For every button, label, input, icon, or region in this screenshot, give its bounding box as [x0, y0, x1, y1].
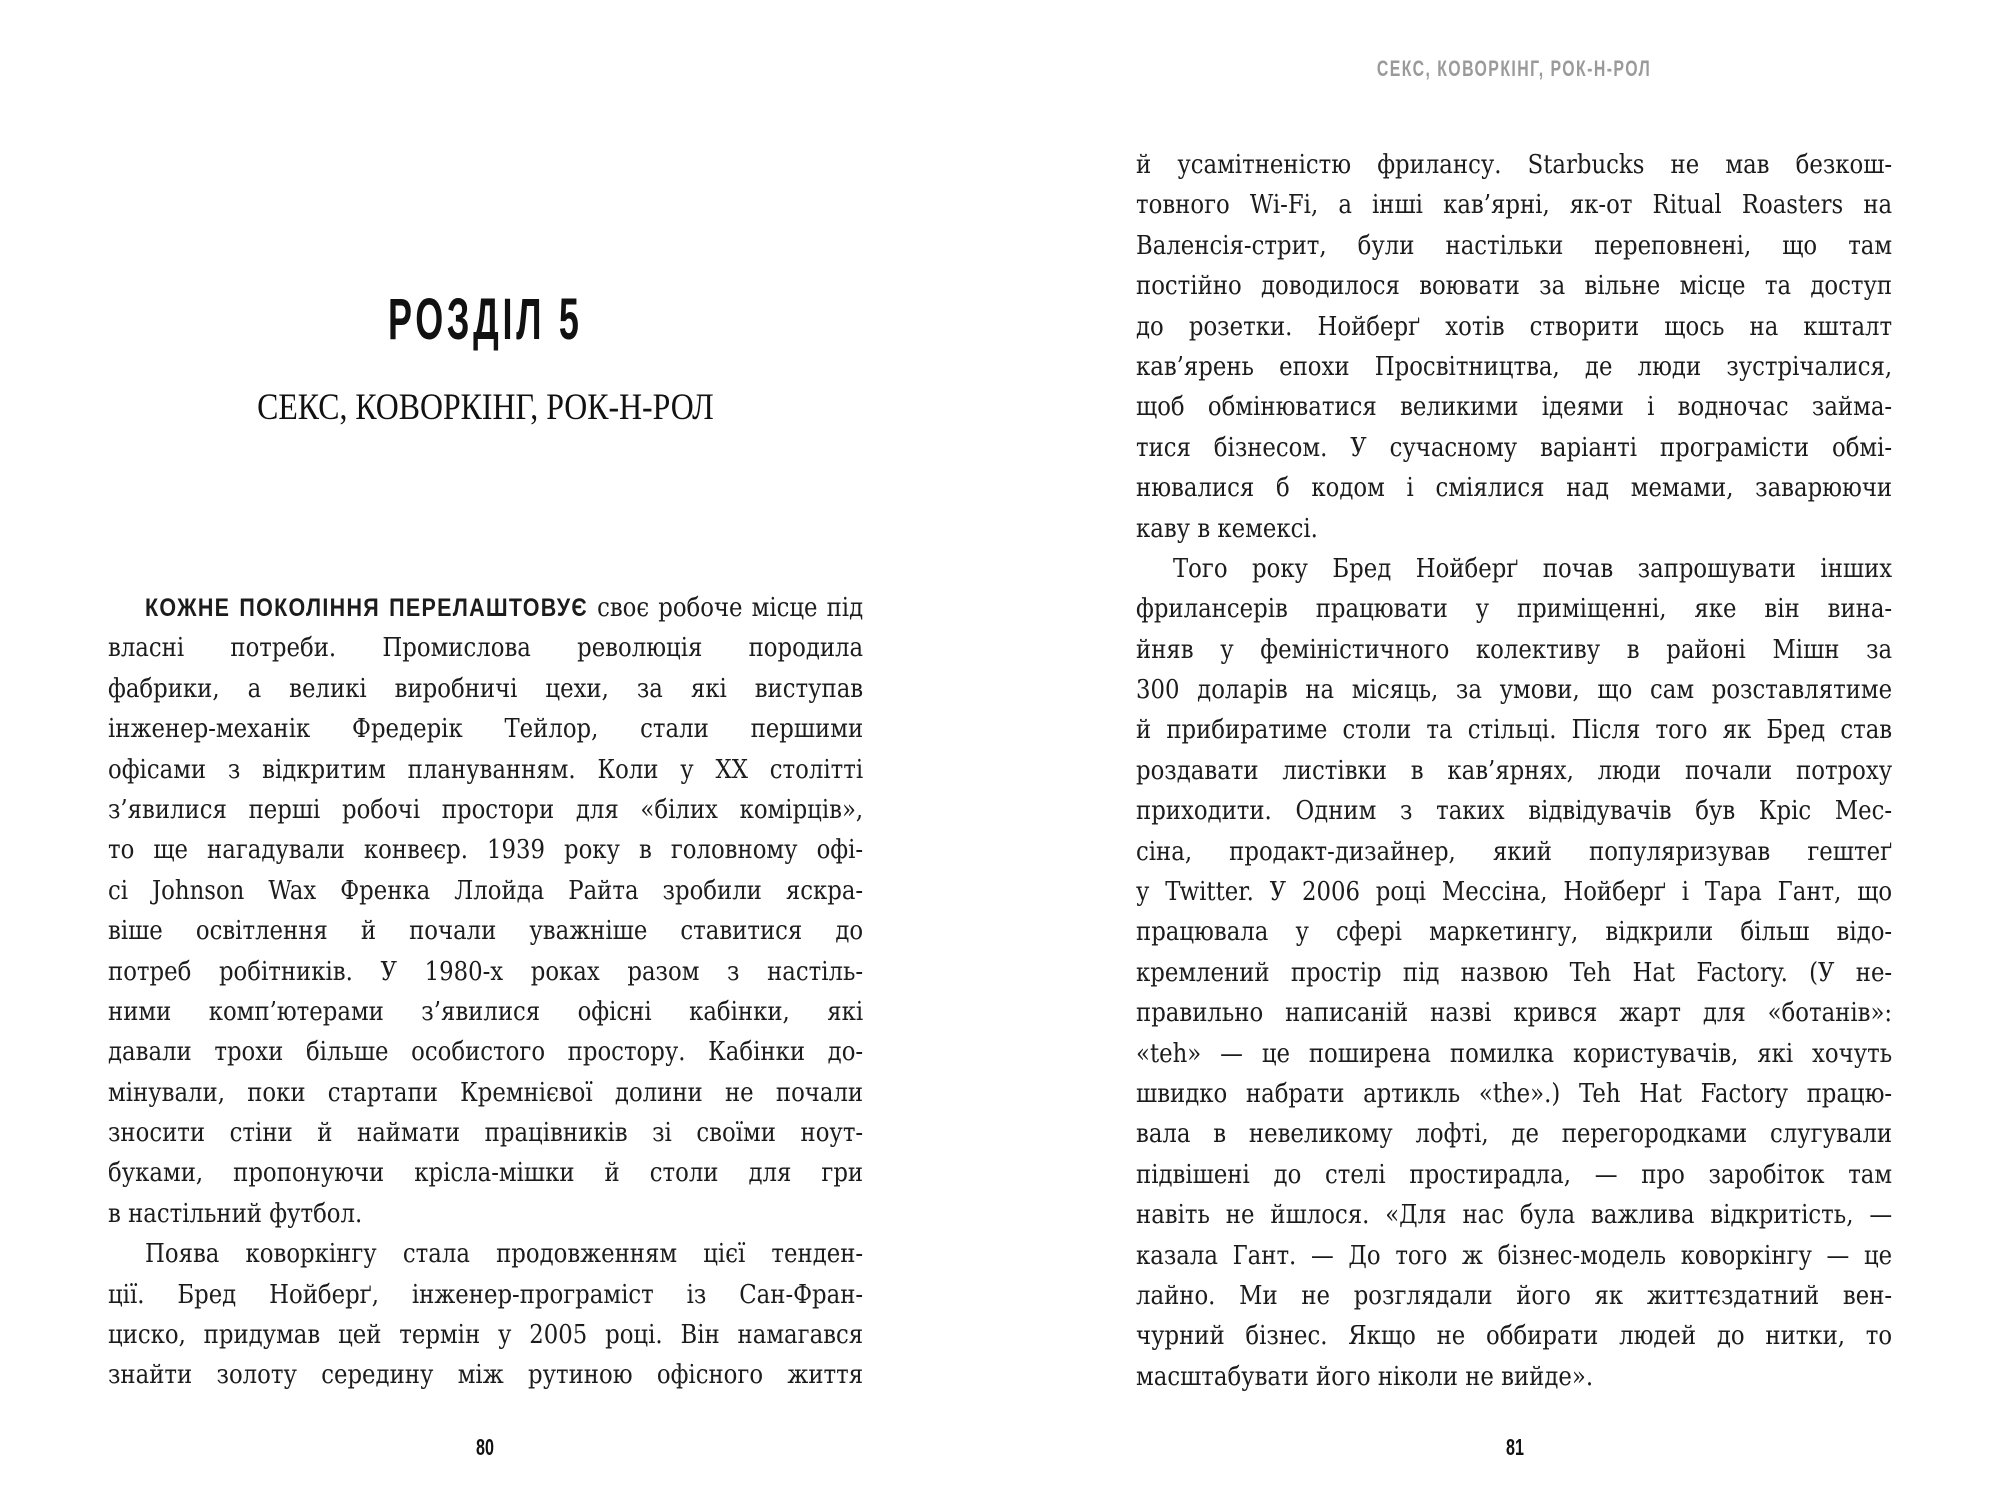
- page-number: 81: [1506, 1434, 1524, 1460]
- text-line: нювалися б кодом і сміялися над мемами, заварюючи: [1136, 472, 1893, 504]
- body-text-left: [108, 588, 863, 1396]
- text-line: потреб робітників. У 1980-х роках разом з настіль-: [108, 955, 864, 987]
- text-line: в настільний футбол.: [108, 1197, 363, 1229]
- text-line: то ще нагадували конвеєр. 1939 року в головному офі-: [108, 834, 864, 866]
- text-line: давали трохи більше особистого простору. Кабінки до-: [108, 1036, 864, 1068]
- text-line: інженер-механік Фредерік Тейлор, стали першими: [108, 713, 864, 745]
- chapter-title: СЕКС, КОВОРКІНГ, РОК-Н-РОЛ: [257, 387, 714, 428]
- text-line: зносити стіни й наймати працівників зі своїми ноут-: [108, 1117, 864, 1149]
- text-line: буками, пропонуючи крісла-мішки й столи для гри: [108, 1157, 864, 1189]
- text-line: офісами з відкритим плануванням. Коли у XX столітті: [108, 753, 864, 785]
- text-line: «teh» — це поширена помилка користувачів, які хочуть: [1136, 1037, 1893, 1069]
- text-line: фабрики, а великі виробничі цехи, за які виступав: [108, 672, 864, 704]
- text-line: мінували, поки стартапи Кремнієвої долини не почали: [108, 1076, 864, 1108]
- body-text-right: [1136, 145, 1892, 1397]
- text-line: лайно. Ми не розглядали його як життєздатний вен-: [1136, 1279, 1893, 1311]
- text-line: постійно доводилося воювати за вільне місце та доступ: [1136, 270, 1893, 302]
- text-line: ними комп’ютерами з’явилися офісні кабінки, які: [108, 995, 864, 1027]
- text-line: щоб обмінюватися великими ідеями і водночас займа-: [1136, 391, 1893, 423]
- lead-in: КОЖНЕ ПОКОЛІННЯ ПЕРЕЛАШТОВУЄ: [144, 594, 589, 622]
- text-line: швидко набрати артикль «the».) Teh Hat Factory працю-: [1136, 1077, 1893, 1109]
- text-line: тися бізнесом. У сучасному варіанті програмісти обмі-: [1136, 431, 1893, 463]
- text-line: вала в невеликому лофті, де перегородками слугували: [1136, 1118, 1893, 1150]
- text-line: йняв у феміністичного колективу в районі Мішн за: [1136, 633, 1893, 665]
- right-page: [1000, 0, 2000, 1500]
- text-line: власні потреби. Промислова революція породила: [108, 632, 864, 664]
- text-line: Того року Бред Нойберґ почав запрошувати інших: [1172, 552, 1893, 584]
- text-line: до розетки. Нойберґ хотів створити щось на кшталт: [1136, 310, 1893, 342]
- text-line: масштабувати його ніколи не вийде».: [1136, 1360, 1594, 1392]
- running-head: СЕКС, КОВОРКІНГ, РОК-Н-РОЛ: [1376, 56, 1652, 81]
- text-line: й прибиратиме столи та стільці. Після того як Бред став: [1136, 714, 1893, 746]
- text-line: у Twitter. У 2006 році Мессіна, Нойберґ і Тара Гант, що: [1136, 876, 1893, 908]
- text-line: 300 доларів на місяць, за умови, що сам розставлятиме: [1136, 674, 1893, 706]
- text-line: Валенсія-стрит, були настільки переповнені, що там: [1136, 229, 1893, 261]
- text-line: Поява коворкінгу стала продовженням цієї тенден-: [144, 1238, 864, 1270]
- text-line: сі Johnson Wax Френка Ллойда Райта зробили яскра-: [108, 874, 864, 906]
- text-line: циско, придумав цей термін у 2005 році. Він намагався: [108, 1319, 864, 1351]
- text-line: ції. Бред Нойберґ, інженер-програміст із Сан-Фран-: [108, 1278, 864, 1310]
- text-line: знайти золоту середину між рутиною офісного життя: [108, 1359, 864, 1391]
- text-line: роздавати листівки в кав’ярнях, люди почали потроху: [1136, 754, 1893, 786]
- text-line: кремлений простір під назвою Teh Hat Factory. (У не-: [1136, 956, 1893, 988]
- text-line: фрилансерів працювати у приміщенні, яке він вина-: [1136, 593, 1893, 625]
- text-line: з’явилися перші робочі простори для «білих комірців»,: [108, 793, 864, 825]
- text-line: товного Wi-Fi, а інші кав’ярні, як-от Ritual Roasters на: [1136, 189, 1893, 221]
- text-line: сіна, продакт-дизайнер, який популяризував гештеґ: [1136, 835, 1893, 867]
- text-line: працювала у сфері маркетингу, відкрили більш відо-: [1136, 916, 1893, 948]
- text-line: підвішені до стелі простирадла, — про заробіток там: [1136, 1158, 1893, 1190]
- text-line: й усамітненістю фрилансу. Starbucks не мав безкош-: [1136, 149, 1893, 180]
- text-line: кав’ярень епохи Просвітництва, де люди зустрічалися,: [1136, 350, 1893, 382]
- text-line: приходити. Одним з таких відвідувачів був Кріс Мес-: [1136, 795, 1893, 827]
- text-line: каву в кемексі.: [1136, 512, 1318, 544]
- text-line: правильно написаній назві крився жарт для «ботанів»:: [1136, 997, 1893, 1029]
- page-number: 80: [476, 1434, 494, 1460]
- text-line: чурний бізнес. Якщо не оббирати людей до нитки, то: [1136, 1320, 1893, 1352]
- text-line: КОЖНЕ ПОКОЛІННЯ ПЕРЕЛАШТОВУЄ своє робоче місце під: [144, 592, 864, 623]
- text-line: віше освітлення й почали уважніше ставитися до: [108, 915, 864, 947]
- chapter-label: РОЗДІЛ 5: [388, 287, 583, 352]
- text-line: навіть не йшлося. «Для нас була важлива відкритість, —: [1136, 1199, 1893, 1231]
- text-line: казала Гант. — До того ж бізнес-модель коворкінгу — це: [1136, 1239, 1893, 1271]
